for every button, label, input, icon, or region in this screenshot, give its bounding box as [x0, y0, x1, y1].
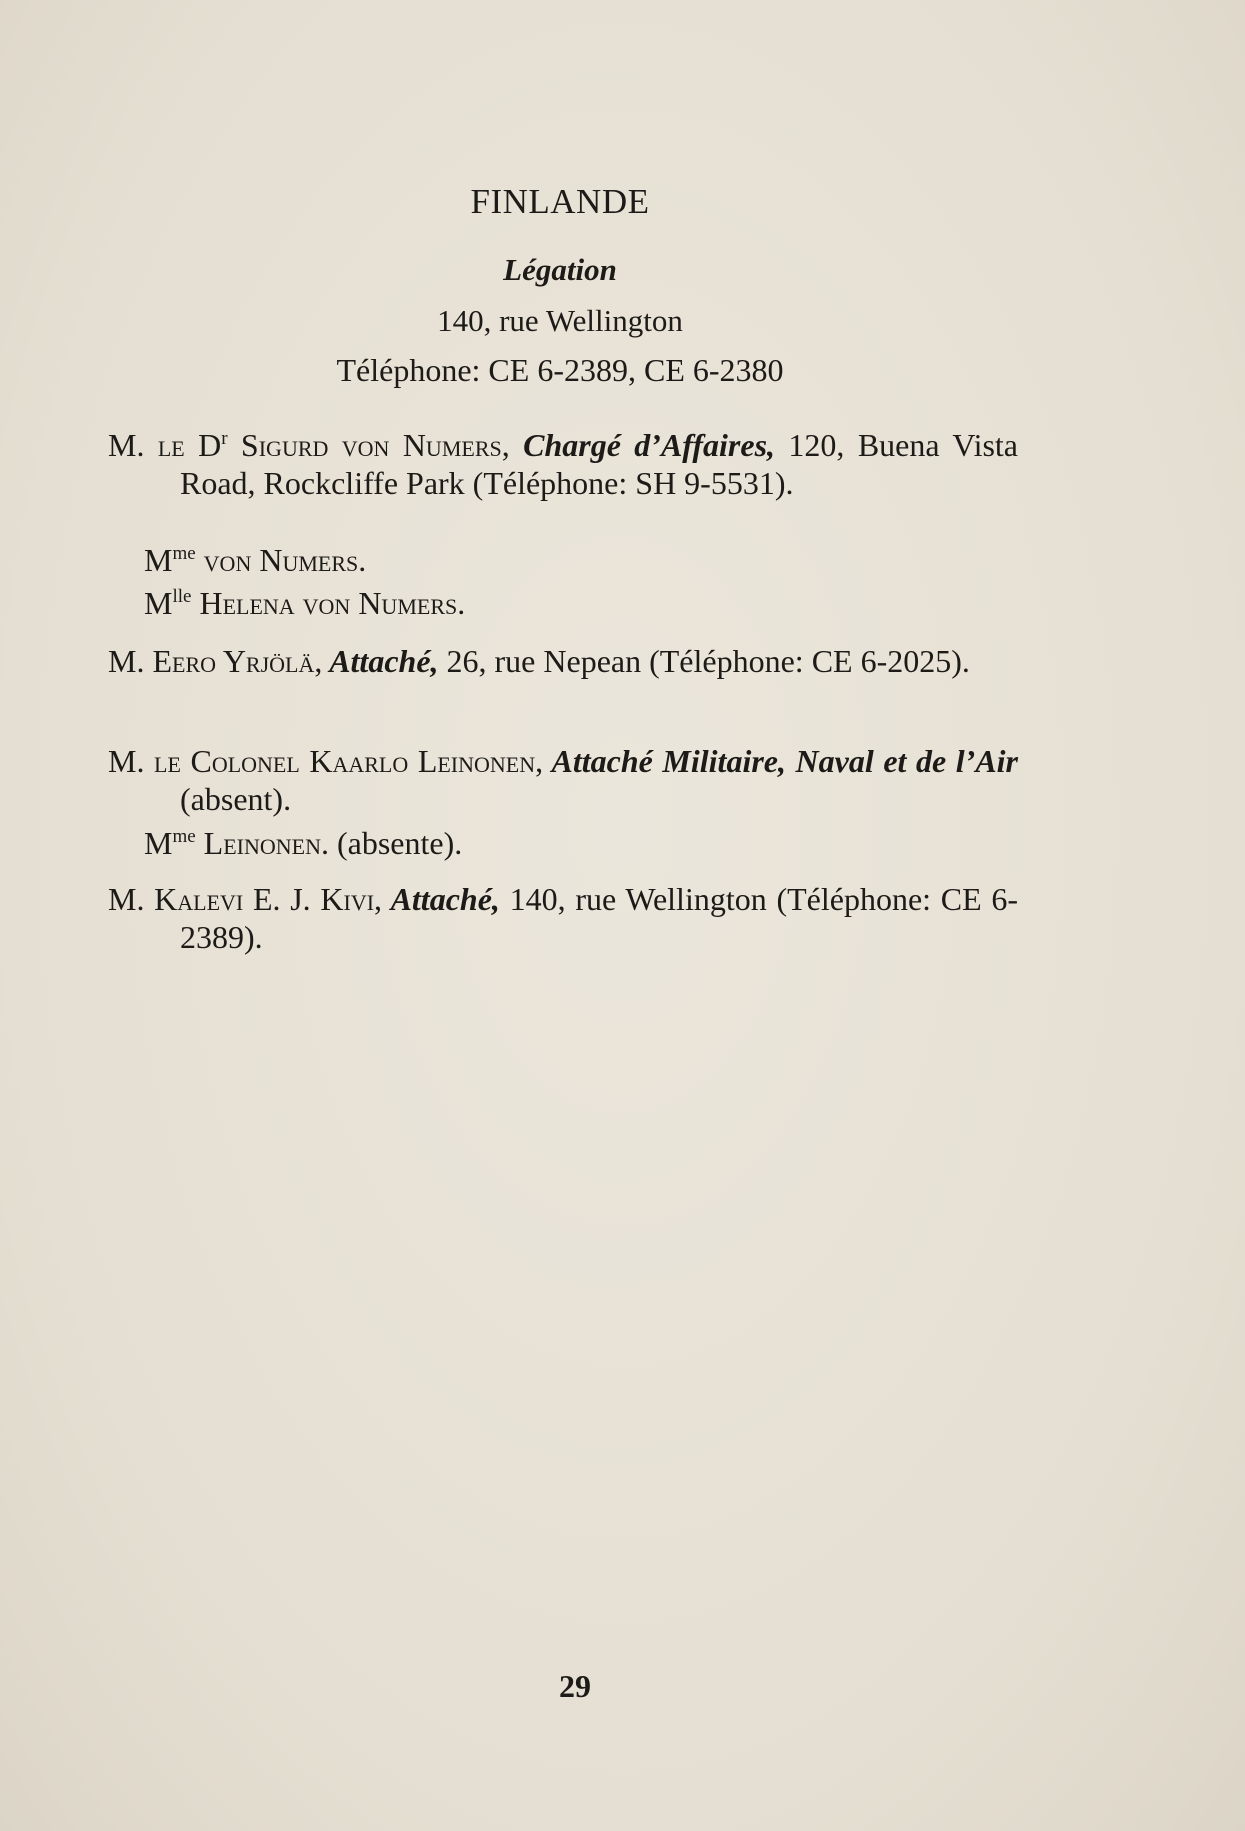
entry-prefix: M. — [108, 743, 145, 779]
entry-prefix: M. — [108, 881, 145, 917]
entry-name: Kalevi E. J. Kivi, — [144, 881, 383, 917]
entry-yrjola — [108, 642, 1018, 680]
legation-phone: Téléphone: CE 6-2389, CE 6-2380 — [336, 352, 784, 388]
entry-von-numers — [108, 420, 1018, 502]
legation-address: 140, rue Wellington — [437, 303, 683, 338]
entry-prefix: M — [144, 542, 173, 578]
entry-detail: (absente). — [328, 825, 463, 861]
entry-role: Attaché, — [382, 881, 500, 917]
entry-prefix: M — [144, 585, 173, 621]
country-heading: FINLANDE — [470, 182, 650, 221]
entry-prefix-sup: me — [172, 826, 196, 847]
entry-name: von Numers. — [195, 542, 367, 578]
entry-prefix-sup: me — [172, 543, 196, 564]
entry-prefix: M. — [108, 427, 145, 463]
entry-mme-von-numers — [144, 535, 1004, 579]
entry-prefix: M — [144, 825, 173, 861]
entry-kivi — [108, 880, 1018, 956]
entry-name: Helena von Numers. — [191, 585, 466, 621]
entry-name: Eero Yrjölä, — [144, 643, 323, 679]
entry-title-sup: r — [221, 428, 228, 449]
entry-leinonen — [108, 742, 1018, 818]
entry-name: Sigurd von Numers, — [227, 427, 510, 463]
page-number: 29 — [559, 1668, 591, 1704]
entry-prefix-sup: lle — [172, 586, 192, 607]
entry-mlle-von-numers — [144, 578, 1004, 622]
entry-name: le Colonel Kaarlo Leinonen, — [144, 743, 544, 779]
entry-detail: 26, rue Nepean (Téléphone: CE 6-2025). — [438, 643, 970, 679]
entry-detail: 140, rue Wellington (Téléphone: CE 6-2389). — [180, 881, 1019, 955]
legation-heading: Légation — [503, 252, 617, 287]
entry-name: Leinonen. — [195, 825, 329, 861]
entry-prefix: M. — [108, 643, 145, 679]
entry-detail: 120, Buena Vista Road, Rockcliffe Park (Téléphone: SH 9-5531). — [180, 427, 1019, 501]
entry-role: Attaché, — [322, 643, 439, 679]
entry-role: Chargé d’Affaires, — [509, 427, 776, 463]
entry-role: Attaché Militaire, Naval et de l’Air — [543, 743, 1019, 779]
entry-mme-leinonen — [144, 818, 1004, 862]
entry-detail: (absent). — [180, 781, 292, 817]
entry-title: le D — [157, 427, 222, 463]
